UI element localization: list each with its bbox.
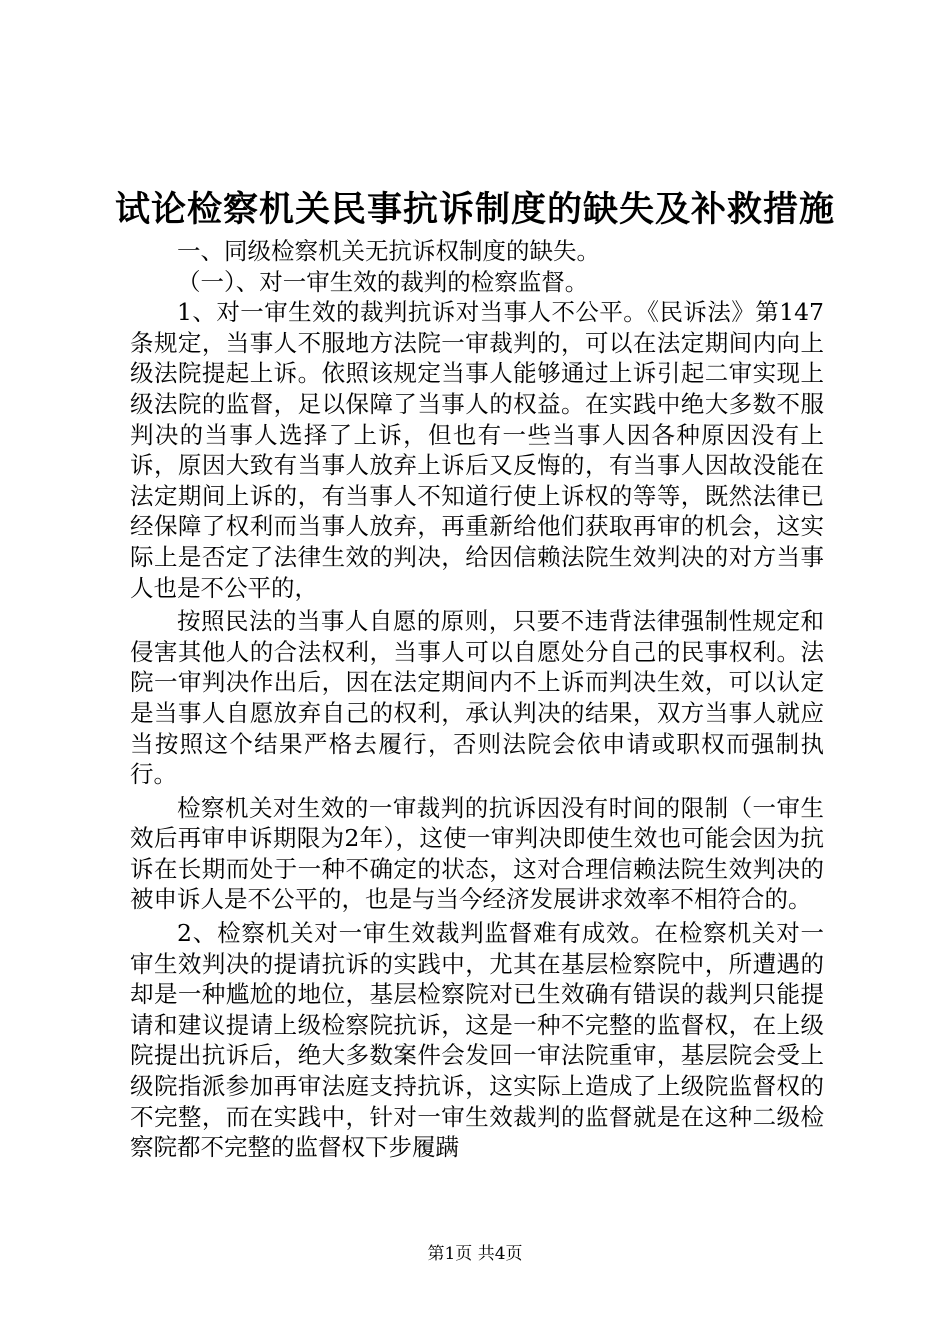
- subsection-heading: （一）、对一审生效的裁判的检察监督。: [177, 267, 589, 296]
- body-paragraph: 检察机关对生效的一审裁判的抗诉因没有时间的限制（一审生效后再审申诉期限为2年），这使一审判决即使生效也可能会因为抗诉在长期而处于一种不确定的状态，这对合理信赖法院生效判决的被申诉人是不公平的，也是与当今经济发展讲求效率不相符合的。: [130, 793, 824, 914]
- document-title: 试论检察机关民事抗诉制度的缺失及补救措施: [114, 189, 835, 230]
- section-heading: 一、同级检察机关无抗诉权制度的缺失。: [177, 237, 600, 265]
- body-paragraph: 2、检察机关对一审生效裁判监督难有成效。在检察机关对一审生效判决的提请抗诉的实践中，尤其在基层检察院中，所遭遇的却是一种尴尬的地位，基层检察院对已生效确有错误的裁判只能提请和建议提请上级检察院抗诉，这是一种不完整的监督权，在上级院提出抗诉后，绝大多数案件会发回一审法院重审，基层院会受上级院指派参加再审法庭支持抗诉，这实际上造成了上级院监督权的不完整，而在实践中，针对一审生效裁判的监督就是在这种二级检察院都不完整的监督权下步履蹒: [130, 919, 824, 1162]
- body-paragraph: 1、对一审生效的裁判抗诉对当事人不公平。《民诉法》第147条规定，当事人不服地方法院一审裁判的，可以在法定期间内向上级法院提起上诉。依照该规定当事人能够通过上诉引起二审实现上级法院的监督，足以保障了当事人的权益。在实践中绝大多数不服判决的当事人选择了上诉，但也有一些当事人因各种原因没有上诉，原因大致有当事人放弃上诉后又反悔的，有当事人因故没能在法定期间上诉的，有当事人不知道行使上诉权的等等，既然法律已经保障了权利而当事人放弃，再重新给他们获取再审的机会，这实际上是否定了法律生效的判决，给因信赖法院生效判决的对方当事人也是不公平的，: [130, 298, 824, 602]
- body-paragraph: 按照民法的当事人自愿的原则，只要不违背法律强制性规定和侵害其他人的合法权利，当事人可以自愿处分自己的民事权利。法院一审判决作出后，因在法定期间内不上诉而判决生效，可以认定是当事人自愿放弃自己的权利，承认判决的结果，双方当事人就应当按照这个结果严格去履行，否则法院会依申请或职权而强制执行。: [130, 607, 824, 789]
- page-footer: 第1页 共4页: [427, 1244, 523, 1264]
- document-body: [130, 236, 824, 1163]
